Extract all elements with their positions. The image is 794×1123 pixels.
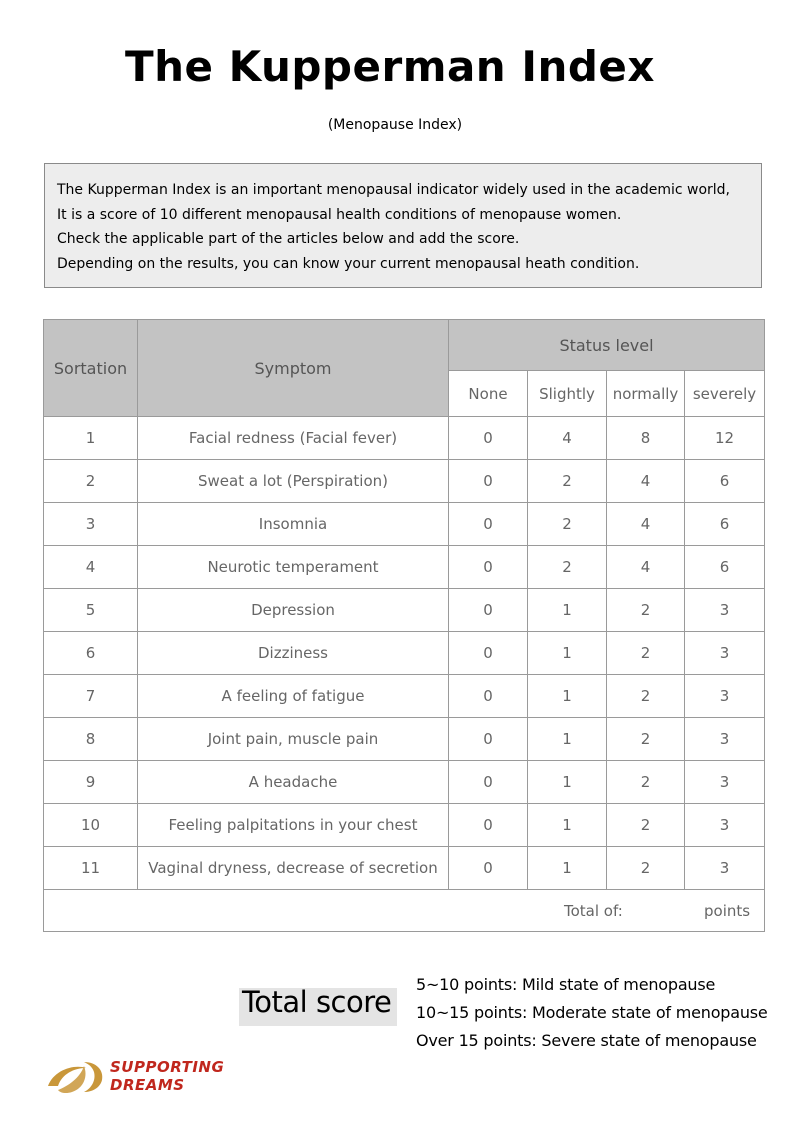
row-number: 8 xyxy=(44,718,138,761)
intro-line: It is a score of 10 different menopausal health conditions of menopause women. xyxy=(57,206,622,223)
legend-mild: 5~10 points: Mild state of menopause xyxy=(416,975,716,994)
score-severely[interactable]: 3 xyxy=(685,675,765,718)
table-row xyxy=(44,718,765,761)
row-number: 3 xyxy=(44,503,138,546)
logo-mark-icon xyxy=(44,1056,108,1096)
row-symptom: Facial redness (Facial fever) xyxy=(138,417,449,460)
logo-text-line2: DREAMS xyxy=(110,1076,185,1094)
score-slightly[interactable]: 2 xyxy=(528,546,607,589)
row-number: 10 xyxy=(44,804,138,847)
kupperman-table xyxy=(43,319,765,932)
score-none[interactable]: 0 xyxy=(449,761,528,804)
score-none[interactable]: 0 xyxy=(449,675,528,718)
score-severely[interactable]: 3 xyxy=(685,589,765,632)
score-normally[interactable]: 8 xyxy=(607,417,685,460)
table-row xyxy=(44,804,765,847)
row-symptom: Depression xyxy=(138,589,449,632)
header-level-severely: severely xyxy=(685,371,765,417)
row-number: 1 xyxy=(44,417,138,460)
header-level-slightly: Slightly xyxy=(528,371,607,417)
score-normally[interactable]: 2 xyxy=(607,718,685,761)
score-none[interactable]: 0 xyxy=(449,804,528,847)
header-symptom: Symptom xyxy=(138,320,449,417)
score-severely[interactable]: 3 xyxy=(685,804,765,847)
score-severely[interactable]: 6 xyxy=(685,546,765,589)
score-severely[interactable]: 6 xyxy=(685,460,765,503)
intro-line: Check the applicable part of the articles below and add the score. xyxy=(57,231,520,247)
score-normally[interactable]: 2 xyxy=(607,589,685,632)
row-number: 9 xyxy=(44,761,138,804)
header-level-none: None xyxy=(449,371,528,417)
score-normally[interactable]: 4 xyxy=(607,546,685,589)
score-none[interactable]: 0 xyxy=(449,589,528,632)
total-label: Total of: xyxy=(564,902,623,920)
table-row xyxy=(44,546,765,589)
row-number: 11 xyxy=(44,847,138,890)
table-row xyxy=(44,417,765,460)
score-legend xyxy=(416,971,768,1055)
row-number: 2 xyxy=(44,460,138,503)
row-symptom: A headache xyxy=(138,761,449,804)
score-severely[interactable]: 3 xyxy=(685,761,765,804)
row-symptom: Neurotic temperament xyxy=(138,546,449,589)
score-normally[interactable]: 2 xyxy=(607,847,685,890)
table-row xyxy=(44,460,765,503)
score-slightly[interactable]: 2 xyxy=(528,503,607,546)
row-symptom: Vaginal dryness, decrease of secretion xyxy=(138,847,449,890)
total-points-unit: points xyxy=(704,902,751,920)
table-row xyxy=(44,761,765,804)
row-symptom: Sweat a lot (Perspiration) xyxy=(138,460,449,503)
logo-text-line1: SUPPORTING xyxy=(110,1058,225,1076)
score-normally[interactable]: 4 xyxy=(607,460,685,503)
score-slightly[interactable]: 1 xyxy=(528,718,607,761)
header-level-normally: normally xyxy=(607,371,685,417)
score-none[interactable]: 0 xyxy=(449,847,528,890)
score-none[interactable]: 0 xyxy=(449,632,528,675)
score-slightly[interactable]: 1 xyxy=(528,804,607,847)
page-subtitle: (Menopause Index) xyxy=(327,117,463,133)
score-normally[interactable]: 4 xyxy=(607,503,685,546)
table-row xyxy=(44,503,765,546)
header-status-level: Status level xyxy=(449,320,765,371)
row-number: 4 xyxy=(44,546,138,589)
row-symptom: Joint pain, muscle pain xyxy=(138,718,449,761)
score-slightly[interactable]: 1 xyxy=(528,847,607,890)
score-normally[interactable]: 2 xyxy=(607,675,685,718)
score-slightly[interactable]: 1 xyxy=(528,675,607,718)
score-normally[interactable]: 2 xyxy=(607,632,685,675)
supporting-dreams-logo xyxy=(44,1056,244,1096)
legend-severe: Over 15 points: Severe state of menopause xyxy=(416,1031,757,1050)
table-row xyxy=(44,632,765,675)
table-row xyxy=(44,847,765,890)
score-severely[interactable]: 3 xyxy=(685,632,765,675)
row-symptom: Dizziness xyxy=(138,632,449,675)
score-none[interactable]: 0 xyxy=(449,546,528,589)
table-row xyxy=(44,675,765,718)
row-number: 7 xyxy=(44,675,138,718)
score-normally[interactable]: 2 xyxy=(607,761,685,804)
score-none[interactable]: 0 xyxy=(449,460,528,503)
score-severely[interactable]: 3 xyxy=(685,718,765,761)
score-severely[interactable]: 12 xyxy=(685,417,765,460)
row-symptom: Insomnia xyxy=(138,503,449,546)
score-slightly[interactable]: 1 xyxy=(528,589,607,632)
page-title: The Kupperman Index xyxy=(125,42,655,91)
intro-line: Depending on the results, you can know your current menopausal heath condition. xyxy=(57,255,640,272)
table-row xyxy=(44,589,765,632)
intro-box xyxy=(44,163,762,288)
row-number: 5 xyxy=(44,589,138,632)
row-number: 6 xyxy=(44,632,138,675)
score-severely[interactable]: 3 xyxy=(685,847,765,890)
header-sortation: Sortation xyxy=(44,320,138,417)
total-score-label: Total score xyxy=(242,985,392,1019)
intro-line: The Kupperman Index is an important menopausal indicator widely used in the academic world, xyxy=(57,182,730,198)
score-none[interactable]: 0 xyxy=(449,417,528,460)
score-none[interactable]: 0 xyxy=(449,503,528,546)
total-row[interactable] xyxy=(44,890,765,932)
score-slightly[interactable]: 4 xyxy=(528,417,607,460)
score-slightly[interactable]: 2 xyxy=(528,460,607,503)
score-none[interactable]: 0 xyxy=(449,718,528,761)
legend-moderate: 10~15 points: Moderate state of menopause xyxy=(416,1003,768,1022)
row-symptom: Feeling palpitations in your chest xyxy=(138,804,449,847)
score-slightly[interactable]: 1 xyxy=(528,761,607,804)
score-slightly[interactable]: 1 xyxy=(528,632,607,675)
score-severely[interactable]: 6 xyxy=(685,503,765,546)
row-symptom: A feeling of fatigue xyxy=(138,675,449,718)
score-normally[interactable]: 2 xyxy=(607,804,685,847)
